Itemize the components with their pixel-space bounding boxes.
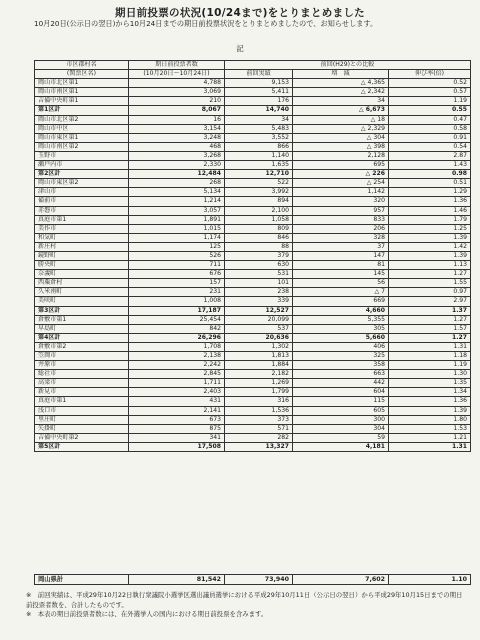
cell-diff: △ 2,329: [293, 124, 389, 133]
cell-rate: 1.79: [389, 215, 471, 224]
cell-diff: △ 254: [293, 179, 389, 188]
cell-area-name: 総社市: [35, 370, 129, 379]
cell-area-name: 岡山市南区第2: [35, 142, 129, 151]
table-row: [35, 97, 471, 106]
cell-voters: 16: [129, 115, 225, 124]
cell-voters: 526: [129, 251, 225, 260]
cell-rate: 1.39: [389, 251, 471, 260]
cell-area-name: 久米南町: [35, 288, 129, 297]
table-row: [35, 352, 471, 361]
cell-rate: 1.53: [389, 424, 471, 433]
cell-area-name: 岡山市中区: [35, 124, 129, 133]
table-row: [35, 406, 471, 415]
cell-area-name: 西粟倉村: [35, 279, 129, 288]
cell-area-name: 真庭市第1: [35, 397, 129, 406]
cell-rate: 0.51: [389, 179, 471, 188]
cell-voters: 711: [129, 261, 225, 270]
cell-area-name: 里庄町: [35, 415, 129, 424]
header-prev: 前回実績: [225, 70, 293, 79]
cell-prev: 846: [225, 233, 293, 242]
cell-prev: 2,100: [225, 206, 293, 215]
cell-area-name: 赤磐市: [35, 206, 129, 215]
cell-rate: 2.87: [389, 151, 471, 160]
cell-area-name: 備前市: [35, 197, 129, 206]
cell-voters: 26,296: [129, 333, 225, 342]
cell-prev: 1,813: [225, 352, 293, 361]
cell-rate: 1.30: [389, 370, 471, 379]
cell-area-name: 矢掛町: [35, 424, 129, 433]
cell-voters: 1,711: [129, 379, 225, 388]
header-area: 市区郡村名: [35, 61, 129, 70]
cell-rate: 0.91: [389, 133, 471, 142]
cell-diff: 147: [293, 251, 389, 260]
cell-voters: 676: [129, 270, 225, 279]
cell-prev: 630: [225, 261, 293, 270]
cell-area-name: 岡山市東区第1: [35, 133, 129, 142]
cell-area-name: 吉備中央町第1: [35, 97, 129, 106]
cell-prev: 1,058: [225, 215, 293, 224]
cell-voters: 3,268: [129, 151, 225, 160]
table-row: [35, 424, 471, 433]
cell-voters: 341: [129, 433, 225, 442]
cell-voters: 842: [129, 324, 225, 333]
cell-area-name: 美作市: [35, 224, 129, 233]
cell-prev: 522: [225, 179, 293, 188]
cell-prev: 238: [225, 288, 293, 297]
cell-rate: 1.21: [389, 433, 471, 442]
cell-prev: 88: [225, 242, 293, 251]
cell-prev: 1,799: [225, 388, 293, 397]
cell-prev: 379: [225, 251, 293, 260]
cell-voters: 17,508: [129, 442, 225, 451]
table-row: [35, 370, 471, 379]
cell-prev: 866: [225, 142, 293, 151]
cell-diff: 406: [293, 342, 389, 351]
cell-prev: 12,710: [225, 170, 293, 179]
cell-area-name: 和気町: [35, 233, 129, 242]
cell-prev: 537: [225, 324, 293, 333]
header-diff: 増 減: [293, 70, 389, 79]
cell-prev: 101: [225, 279, 293, 288]
cell-rate: 0.47: [389, 115, 471, 124]
cell-rate: 1.42: [389, 242, 471, 251]
cell-voters: 4,788: [129, 79, 225, 88]
cell-prev: 5,411: [225, 88, 293, 97]
cell-prev: 1,635: [225, 161, 293, 170]
cell-diff: 145: [293, 270, 389, 279]
cell-prev: 339: [225, 297, 293, 306]
cell-diff: △ 7: [293, 288, 389, 297]
cell-area-name: 吉備中央町第2: [35, 433, 129, 442]
cell-rate: 0.98: [389, 170, 471, 179]
cell-area-name: 浅口市: [35, 406, 129, 415]
table-row: [35, 261, 471, 270]
table-row: [35, 388, 471, 397]
table-row: [35, 161, 471, 170]
cell-rate: 1.39: [389, 233, 471, 242]
cell-diff: 695: [293, 161, 389, 170]
cell-voters: 2,845: [129, 370, 225, 379]
cell-voters: 468: [129, 142, 225, 151]
cell-prev: 9,153: [225, 79, 293, 88]
cell-prev: 14,740: [225, 106, 293, 115]
cell-prev: 282: [225, 433, 293, 442]
table-row: [35, 279, 471, 288]
total-rate: 1.10: [389, 575, 471, 585]
cell-rate: 1.31: [389, 342, 471, 351]
cell-diff: 5,660: [293, 333, 389, 342]
cell-voters: 125: [129, 242, 225, 251]
cell-diff: 34: [293, 97, 389, 106]
cell-area-name: 鏡野町: [35, 251, 129, 260]
footnote: ※ 本表の期日前投票者数には、在外選挙人の国内における期日前投票を含みます。: [26, 610, 268, 618]
cell-diff: 304: [293, 424, 389, 433]
cell-area-name: 勝央町: [35, 261, 129, 270]
cell-voters: 25,454: [129, 315, 225, 324]
cell-area-name: 早島町: [35, 324, 129, 333]
cell-prev: 571: [225, 424, 293, 433]
cell-area-name: 第4区計: [35, 333, 129, 342]
cell-rate: 1.13: [389, 261, 471, 270]
cell-area-name: 瀬戸内市: [35, 161, 129, 170]
cell-voters: 231: [129, 288, 225, 297]
cell-rate: 1.27: [389, 315, 471, 324]
cell-voters: 2,403: [129, 388, 225, 397]
cell-prev: 1,269: [225, 379, 293, 388]
cell-area-name: 新庄村: [35, 242, 129, 251]
cell-voters: 1,015: [129, 224, 225, 233]
cell-prev: 20,099: [225, 315, 293, 324]
table-row: [35, 215, 471, 224]
cell-diff: 358: [293, 361, 389, 370]
cell-diff: 115: [293, 397, 389, 406]
cell-rate: 1.18: [389, 352, 471, 361]
table-row: [35, 179, 471, 188]
table-row: [35, 151, 471, 160]
table-row: [35, 133, 471, 142]
cell-diff: △ 18: [293, 115, 389, 124]
cell-prev: 3,552: [225, 133, 293, 142]
cell-rate: 1.36: [389, 197, 471, 206]
cell-voters: 17,187: [129, 306, 225, 315]
cell-area-name: 岡山市北区第1: [35, 79, 129, 88]
cell-rate: 2.97: [389, 297, 471, 306]
table-row: [35, 270, 471, 279]
cell-diff: 663: [293, 370, 389, 379]
cell-diff: 2,128: [293, 151, 389, 160]
table-row: [35, 397, 471, 406]
cell-rate: 0.97: [389, 288, 471, 297]
cell-rate: 0.54: [389, 142, 471, 151]
cell-voters: 3,069: [129, 88, 225, 97]
ki-marker: 記: [236, 44, 244, 53]
cell-rate: 1.19: [389, 97, 471, 106]
cell-area-name: 美咲町: [35, 297, 129, 306]
cell-voters: 1,214: [129, 197, 225, 206]
cell-diff: 605: [293, 406, 389, 415]
cell-prev: 3,992: [225, 188, 293, 197]
header-compare: 前回(H29)との比較: [225, 61, 471, 70]
cell-area-name: 岡山市東区第2: [35, 179, 129, 188]
cell-diff: 4,181: [293, 442, 389, 451]
header-voters-sub: (10月20日～10月24日): [129, 70, 225, 79]
cell-area-name: 玉野市: [35, 151, 129, 160]
cell-prev: 531: [225, 270, 293, 279]
cell-voters: 1,008: [129, 297, 225, 306]
cell-rate: 0.55: [389, 106, 471, 115]
table-row: [35, 88, 471, 97]
cell-prev: 13,327: [225, 442, 293, 451]
total-prev: 73,940: [225, 575, 293, 585]
cell-area-name: 倉敷市第1: [35, 315, 129, 324]
cell-voters: 268: [129, 179, 225, 188]
cell-diff: △ 4,365: [293, 79, 389, 88]
cell-rate: 0.58: [389, 124, 471, 133]
table-row: [35, 297, 471, 306]
cell-voters: 5,134: [129, 188, 225, 197]
cell-diff: 957: [293, 206, 389, 215]
cell-voters: 12,484: [129, 170, 225, 179]
cell-prev: 1,302: [225, 342, 293, 351]
table-row: [35, 233, 471, 242]
cell-prev: 176: [225, 97, 293, 106]
cell-voters: 1,891: [129, 215, 225, 224]
cell-rate: 1.27: [389, 270, 471, 279]
cell-rate: 1.27: [389, 333, 471, 342]
cell-rate: 0.57: [389, 88, 471, 97]
cell-area-name: 第1区計: [35, 106, 129, 115]
table-row: [35, 251, 471, 260]
cell-rate: 1.34: [389, 388, 471, 397]
cell-diff: 59: [293, 433, 389, 442]
table-row: [35, 306, 471, 315]
cell-prev: 5,483: [225, 124, 293, 133]
cell-diff: 325: [293, 352, 389, 361]
cell-diff: 328: [293, 233, 389, 242]
cell-prev: 2,182: [225, 370, 293, 379]
intro-paragraph: 10月20日(公示日の翌日)から10月24日までの期日前投票状況をとりまとめましたので、お知らせします。: [34, 19, 378, 28]
table-row: [35, 315, 471, 324]
header-voters: 期日前投票者数: [129, 61, 225, 70]
cell-diff: 206: [293, 224, 389, 233]
cell-area-name: 新見市: [35, 388, 129, 397]
cell-voters: 1,174: [129, 233, 225, 242]
cell-diff: 300: [293, 415, 389, 424]
cell-diff: 81: [293, 261, 389, 270]
cell-area-name: 倉敷市第2: [35, 342, 129, 351]
cell-voters: 2,242: [129, 361, 225, 370]
total-name: 岡山県計: [35, 575, 129, 585]
header-rate: 伸び率(倍): [389, 70, 471, 79]
cell-rate: 1.57: [389, 324, 471, 333]
cell-prev: 20,636: [225, 333, 293, 342]
table-row: [35, 342, 471, 351]
document-title: 期日前投票の状況(10/24まで)をとりまとめました: [115, 7, 365, 19]
cell-rate: 1.31: [389, 442, 471, 451]
cell-rate: 1.80: [389, 415, 471, 424]
table-row: [35, 197, 471, 206]
cell-voters: 3,154: [129, 124, 225, 133]
cell-diff: 833: [293, 215, 389, 224]
early-voting-table: [34, 60, 471, 452]
cell-diff: 305: [293, 324, 389, 333]
cell-rate: 1.46: [389, 206, 471, 215]
table-row: [35, 170, 471, 179]
footnotes: [26, 591, 466, 620]
table-row: [35, 433, 471, 442]
cell-rate: 1.36: [389, 397, 471, 406]
cell-area-name: 岡山市南区第1: [35, 88, 129, 97]
cell-area-name: 奈義町: [35, 270, 129, 279]
table-row: [35, 224, 471, 233]
cell-prev: 316: [225, 397, 293, 406]
cell-area-name: 井原市: [35, 361, 129, 370]
cell-voters: 875: [129, 424, 225, 433]
table-row: [35, 79, 471, 88]
table-row: [35, 206, 471, 215]
table-row: [35, 142, 471, 151]
cell-rate: 1.25: [389, 224, 471, 233]
table-row: [35, 115, 471, 124]
cell-diff: 604: [293, 388, 389, 397]
cell-rate: 1.29: [389, 188, 471, 197]
cell-prev: 34: [225, 115, 293, 124]
cell-rate: 1.19: [389, 361, 471, 370]
table-body: [35, 79, 471, 452]
cell-voters: 3,248: [129, 133, 225, 142]
cell-rate: 1.55: [389, 279, 471, 288]
cell-prev: 894: [225, 197, 293, 206]
cell-diff: △ 398: [293, 142, 389, 151]
total-row: [35, 575, 471, 585]
cell-prev: 1,884: [225, 361, 293, 370]
cell-voters: 2,141: [129, 406, 225, 415]
prefecture-total-table: [34, 574, 471, 585]
table-row: [35, 379, 471, 388]
table-row: [35, 124, 471, 133]
cell-voters: 157: [129, 279, 225, 288]
header-area-sub: (関票区名): [35, 70, 129, 79]
table-row: [35, 442, 471, 451]
cell-prev: 12,527: [225, 306, 293, 315]
cell-voters: 210: [129, 97, 225, 106]
cell-diff: △ 304: [293, 133, 389, 142]
cell-rate: 1.43: [389, 161, 471, 170]
table-row: [35, 106, 471, 115]
cell-area-name: 岡山市北区第2: [35, 115, 129, 124]
cell-diff: △ 6,673: [293, 106, 389, 115]
cell-voters: 673: [129, 415, 225, 424]
cell-rate: 1.37: [389, 306, 471, 315]
cell-area-name: 第3区計: [35, 306, 129, 315]
cell-diff: △ 2,342: [293, 88, 389, 97]
table-row: [35, 415, 471, 424]
cell-diff: 442: [293, 379, 389, 388]
cell-rate: 0.52: [389, 79, 471, 88]
table-row: [35, 324, 471, 333]
cell-diff: 1,142: [293, 188, 389, 197]
footnote: ※ 前回実績は、平成29年10月22日執行衆議院小選挙区選出議員選挙における平成29年10月11日（公示日の翌日）から平成29年10月15日までの期日前投票者数を、合計したものです。: [26, 591, 463, 609]
cell-rate: 1.39: [389, 406, 471, 415]
cell-area-name: 第2区計: [35, 170, 129, 179]
total-diff: 7,602: [293, 575, 389, 585]
cell-diff: 5,355: [293, 315, 389, 324]
cell-prev: 373: [225, 415, 293, 424]
cell-voters: 2,330: [129, 161, 225, 170]
cell-voters: 2,138: [129, 352, 225, 361]
cell-rate: 1.35: [389, 379, 471, 388]
cell-diff: 56: [293, 279, 389, 288]
cell-voters: 8,067: [129, 106, 225, 115]
cell-voters: 431: [129, 397, 225, 406]
cell-diff: 669: [293, 297, 389, 306]
table-row: [35, 333, 471, 342]
cell-voters: 1,708: [129, 342, 225, 351]
cell-area-name: 真庭市第1: [35, 215, 129, 224]
cell-diff: 37: [293, 242, 389, 251]
cell-area-name: 笠岡市: [35, 352, 129, 361]
cell-prev: 809: [225, 224, 293, 233]
cell-prev: 1,140: [225, 151, 293, 160]
cell-diff: △ 226: [293, 170, 389, 179]
cell-area-name: 第5区計: [35, 442, 129, 451]
table-row: [35, 288, 471, 297]
table-row: [35, 242, 471, 251]
table-row: [35, 361, 471, 370]
table-row: [35, 188, 471, 197]
cell-voters: 3,057: [129, 206, 225, 215]
total-voters: 81,542: [129, 575, 225, 585]
cell-prev: 1,536: [225, 406, 293, 415]
cell-area-name: 津山市: [35, 188, 129, 197]
cell-diff: 320: [293, 197, 389, 206]
cell-area-name: 高梁市: [35, 379, 129, 388]
cell-diff: 4,660: [293, 306, 389, 315]
